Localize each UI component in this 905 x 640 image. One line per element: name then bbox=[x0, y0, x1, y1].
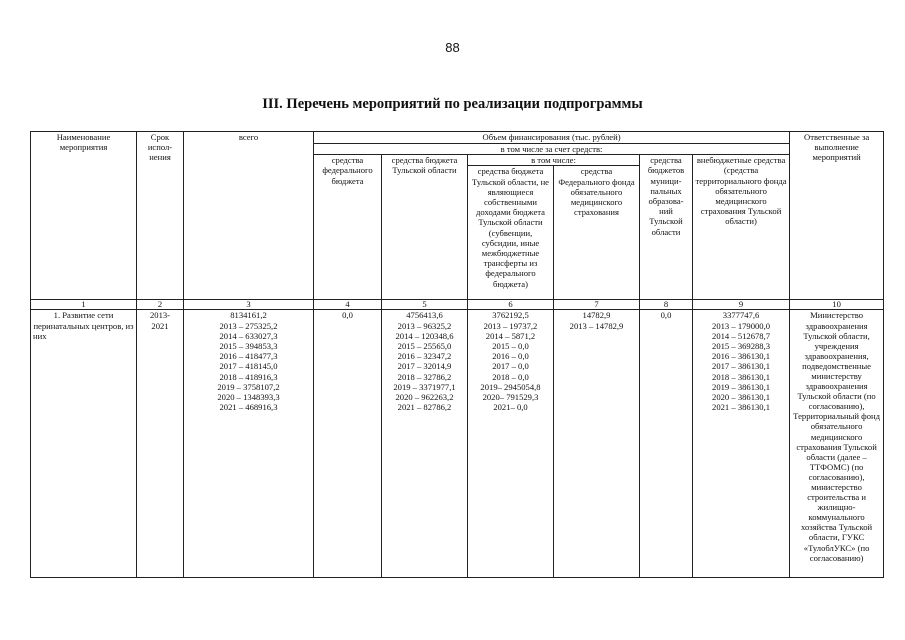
measure-municipal: 0,0 bbox=[640, 310, 693, 578]
column-number: 6 bbox=[468, 300, 554, 310]
column-number: 5 bbox=[382, 300, 468, 310]
header-federal-fund: средства Федерального фонда обязательного медицинского страхования bbox=[554, 166, 640, 300]
column-number: 4 bbox=[314, 300, 382, 310]
header-funding-volume: Объем финансирования (тыс. рублей) bbox=[314, 132, 790, 144]
header-term: Срок испол-нения bbox=[137, 132, 184, 300]
measure-regional: 4756413,6 2013 – 96325,2 2014 – 120348,6 2015 – 25565,0 2016 – 32347,2 2017 – 32014,9 2018 – 32786,2 2019 – 3371977,1 2020 – 962263,2 2021 – 82786,2 bbox=[382, 310, 468, 578]
header-responsible: Ответственные за выполнение мероприятий bbox=[790, 132, 884, 300]
measure-federal: 0,0 bbox=[314, 310, 382, 578]
header-total: всего bbox=[184, 132, 314, 300]
column-number: 7 bbox=[554, 300, 640, 310]
measure-total: 8134161,2 2013 – 275325,2 2014 – 633027,3 2015 – 394853,3 2016 – 418477,3 2017 – 418145,0 2018 – 418916,3 2019 – 3758107,2 2020 – 1348393,3 2021 – 468916,3 bbox=[184, 310, 314, 578]
column-number: 3 bbox=[184, 300, 314, 310]
column-number: 1 bbox=[31, 300, 137, 310]
measure-term: 2013- 2021 bbox=[137, 310, 184, 578]
header-regional: средства бюджета Тульской области bbox=[382, 155, 468, 300]
column-number: 8 bbox=[640, 300, 693, 310]
header-including-from: в том числе за счет средств: bbox=[314, 144, 790, 155]
measure-responsible: Министерство здравоохранения Тульской области, учреждения здравоохранения, подведомственные министерству здравоохранения Тульской области (по согласованию), Территориальный фонд обязательного медицинского страхования Тульской области (далее – ТТФОМС) (по согласованию), министерство строительства и жилищно-коммунального хозяйства Тульской области, ГУКС «ТулоблУКС» (по согласованию) bbox=[790, 310, 884, 578]
column-number: 10 bbox=[790, 300, 884, 310]
measure-regional-non-transfer: 3762192,5 2013 – 19737,2 2014 – 5871,2 2015 – 0,0 2016 – 0,0 2017 – 0,0 2018 – 0,0 2019– 2945054,8 2020– 791529,3 2021– 0,0 bbox=[468, 310, 554, 578]
measure-federal-fund: 14782,9 2013 – 14782,9 bbox=[554, 310, 640, 578]
column-number: 9 bbox=[693, 300, 790, 310]
header-regional-non-transfer: средства бюджета Тульской области, не являющиеся собственными доходами бюджета Тульской области (субвенции, субсидии, иные межбюджетные трансферты из федерального бюджета) bbox=[468, 166, 554, 300]
column-number: 2 bbox=[137, 300, 184, 310]
header-federal: средства федерального бюджета bbox=[314, 155, 382, 300]
column-numbers-row bbox=[31, 300, 884, 310]
measure-name: 1. Развитие сети перинатальных центров, из них bbox=[31, 310, 137, 578]
table-row bbox=[31, 310, 884, 578]
header-name: Наименование мероприятия bbox=[31, 132, 137, 300]
header-municipal: средства бюджетов муници-пальных образова-ний Тульской области bbox=[640, 155, 693, 300]
page-number: 88 bbox=[445, 40, 460, 55]
measures-table bbox=[30, 131, 884, 578]
measure-extrabudget: 3377747,6 2013 – 179000,0 2014 – 512678,7 2015 – 369288,3 2016 – 386130,1 2017 – 386130,1 2018 – 386130,1 2019 – 386130,1 2020 – 386130,1 2021 – 386130,1 bbox=[693, 310, 790, 578]
header-including: в том числе: bbox=[468, 155, 640, 166]
header-extrabudget: внебюджетные средства (средства территориального фонда обязательного медицинского страхования Тульской области) bbox=[693, 155, 790, 300]
page-title: III. Перечень мероприятий по реализации подпрограммы bbox=[262, 96, 643, 112]
